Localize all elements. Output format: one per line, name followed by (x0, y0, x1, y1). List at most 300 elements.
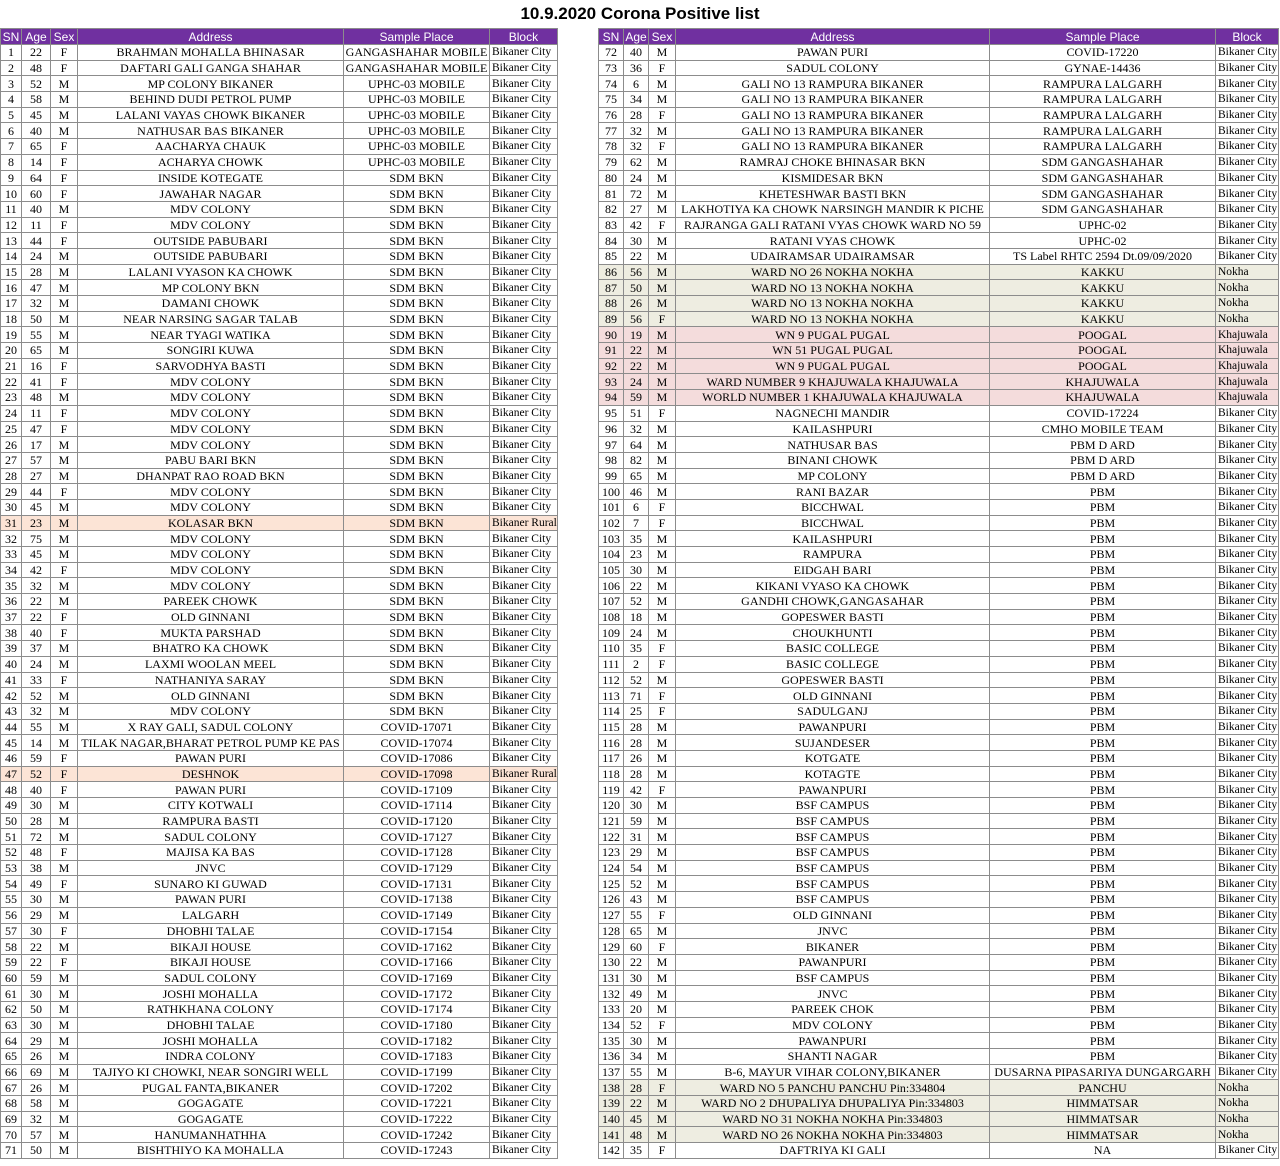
cell-age: 65 (22, 139, 51, 155)
cell-sample-place: COVID-17127 (344, 829, 490, 845)
cell-address: OLD GINNANI (78, 688, 344, 704)
cell-sn: 42 (1, 688, 22, 704)
cell-age: 27 (22, 468, 51, 484)
cell-sn: 69 (1, 1111, 22, 1127)
cell-address: KIKANI VYASO KA CHOWK (676, 578, 990, 594)
cell-block: Bikaner City (490, 123, 558, 139)
cell-sn: 16 (1, 280, 22, 296)
cell-address: PAWAN PURI (78, 750, 344, 766)
cell-sample-place: SDM BKN (344, 688, 490, 704)
cell-sex: F (51, 45, 78, 61)
cell-address: GALI NO 13 RAMPURA BIKANER (676, 76, 990, 92)
cell-age: 49 (22, 876, 51, 892)
cell-sex: M (51, 1080, 78, 1096)
cell-sex: F (649, 405, 676, 421)
cell-sn: 23 (1, 390, 22, 406)
header-sn: SN (599, 29, 624, 45)
cell-block: Bikaner City (490, 845, 558, 861)
cell-block: Bikaner City (490, 107, 558, 123)
cell-age: 30 (624, 562, 649, 578)
header-sample-place: Sample Place (344, 29, 490, 45)
cell-address: MDV COLONY (78, 703, 344, 719)
cell-sex: M (649, 750, 676, 766)
table-row (599, 562, 1279, 578)
cell-address: BIKAJI HOUSE (78, 954, 344, 970)
cell-sex: M (649, 1111, 676, 1127)
table-row (1, 186, 558, 202)
cell-sample-place: SDM BKN (344, 468, 490, 484)
cell-age: 26 (22, 1080, 51, 1096)
cell-sex: F (649, 311, 676, 327)
cell-age: 40 (22, 625, 51, 641)
cell-address: WARD NO 5 PANCHU PANCHU Pin:334804 (676, 1080, 990, 1096)
cell-sample-place: PBM (990, 1049, 1216, 1065)
cell-age: 64 (624, 437, 649, 453)
cell-block: Bikaner City (1216, 609, 1279, 625)
table-row (599, 1143, 1279, 1159)
cell-address: GOGAGATE (78, 1111, 344, 1127)
cell-block: Bikaner City (1216, 233, 1279, 249)
cell-age: 43 (624, 892, 649, 908)
table-row (599, 107, 1279, 123)
table-row (599, 405, 1279, 421)
table-row (1, 1111, 558, 1127)
table-row (599, 829, 1279, 845)
cell-block: Bikaner City (1216, 892, 1279, 908)
cell-address: WARD NO 31 NOKHA NOKHA Pin:334803 (676, 1111, 990, 1127)
table-row (1, 296, 558, 312)
cell-sample-place: PBM (990, 1017, 1216, 1033)
cell-sample-place: UPHC-03 MOBILE (344, 92, 490, 108)
cell-age: 55 (624, 907, 649, 923)
cell-age: 30 (624, 1033, 649, 1049)
cell-sex: M (649, 829, 676, 845)
cell-block: Bikaner City (1216, 766, 1279, 782)
cell-age: 46 (624, 484, 649, 500)
cell-sample-place: COVID-17109 (344, 782, 490, 798)
cell-address: GALI NO 13 RAMPURA BIKANER (676, 123, 990, 139)
cell-block: Bikaner City (1216, 798, 1279, 814)
cell-age: 45 (22, 499, 51, 515)
header-sn: SN (1, 29, 22, 45)
cell-address: JOSHI MOHALLA (78, 986, 344, 1002)
cell-sex: M (649, 845, 676, 861)
cell-address: BISHTHIYO KA MOHALLA (78, 1143, 344, 1159)
cell-sex: F (51, 374, 78, 390)
cell-block: Bikaner City (1216, 641, 1279, 657)
cell-sex: F (51, 923, 78, 939)
cell-sample-place: RAMPURA LALGARH (990, 107, 1216, 123)
cell-sex: M (649, 92, 676, 108)
cell-sex: M (649, 186, 676, 202)
cell-block: Nokha (1216, 264, 1279, 280)
cell-sn: 105 (599, 562, 624, 578)
cell-age: 22 (624, 343, 649, 359)
cell-sn: 81 (599, 186, 624, 202)
cell-block: Bikaner City (490, 578, 558, 594)
cell-sn: 30 (1, 499, 22, 515)
cell-sample-place: COVID-17220 (990, 45, 1216, 61)
cell-sn: 141 (599, 1127, 624, 1143)
cell-sample-place: COVID-17074 (344, 735, 490, 751)
cell-age: 58 (22, 1096, 51, 1112)
cell-address: DHOBHI TALAE (78, 923, 344, 939)
cell-address: MDV COLONY (78, 374, 344, 390)
cell-sample-place: SDM BKN (344, 672, 490, 688)
cell-address: RANI BAZAR (676, 484, 990, 500)
table-row (1, 1049, 558, 1065)
cell-address: RATHKHANA COLONY (78, 1001, 344, 1017)
cell-block: Bikaner City (490, 923, 558, 939)
cell-sample-place: PBM (990, 1001, 1216, 1017)
table-row (1, 248, 558, 264)
cell-age: 41 (22, 374, 51, 390)
table-row (1, 1001, 558, 1017)
cell-sample-place: COVID-17224 (990, 405, 1216, 421)
cell-age: 72 (22, 829, 51, 845)
cell-sn: 87 (599, 280, 624, 296)
table-row (1, 468, 558, 484)
cell-sample-place: KAKKU (990, 280, 1216, 296)
cell-age: 24 (624, 374, 649, 390)
cell-sn: 133 (599, 1001, 624, 1017)
cell-sn: 122 (599, 829, 624, 845)
table-row (1, 1017, 558, 1033)
cell-sample-place: SDM BKN (344, 405, 490, 421)
cell-sample-place: UPHC-03 MOBILE (344, 154, 490, 170)
cell-sn: 70 (1, 1127, 22, 1143)
cell-sex: M (51, 468, 78, 484)
table-row (1, 766, 558, 782)
cell-age: 36 (624, 60, 649, 76)
cell-sn: 14 (1, 248, 22, 264)
cell-age: 27 (624, 201, 649, 217)
table-row (1, 798, 558, 814)
header-block: Block (490, 29, 558, 45)
cell-sn: 79 (599, 154, 624, 170)
cell-age: 42 (22, 562, 51, 578)
cell-sn: 39 (1, 641, 22, 657)
cell-sn: 66 (1, 1064, 22, 1080)
cell-age: 22 (624, 954, 649, 970)
cell-sex: F (51, 358, 78, 374)
cell-address: CHOUKHUNTI (676, 625, 990, 641)
cell-sex: M (51, 248, 78, 264)
cell-sample-place: PBM (990, 907, 1216, 923)
cell-sample-place: GANGASHAHAR MOBILE (344, 60, 490, 76)
cell-sex: M (51, 641, 78, 657)
cell-block: Bikaner City (490, 907, 558, 923)
cell-sample-place: CMHO MOBILE TEAM (990, 421, 1216, 437)
cell-sn: 40 (1, 656, 22, 672)
cell-sex: F (649, 782, 676, 798)
cell-address: LAXMI WOOLAN MEEL (78, 656, 344, 672)
cell-block: Bikaner City (1216, 1049, 1279, 1065)
cell-age: 22 (22, 609, 51, 625)
cell-age: 56 (624, 264, 649, 280)
cell-block: Bikaner City (490, 437, 558, 453)
table-row (599, 311, 1279, 327)
table-row (599, 735, 1279, 751)
cell-sex: M (649, 264, 676, 280)
cell-sn: 10 (1, 186, 22, 202)
cell-sn: 126 (599, 892, 624, 908)
table-row (1, 499, 558, 515)
cell-age: 59 (22, 970, 51, 986)
cell-block: Bikaner City (490, 358, 558, 374)
cell-sex: M (649, 123, 676, 139)
table-row (599, 813, 1279, 829)
cell-address: LALANI VYASON KA CHOWK (78, 264, 344, 280)
cell-sn: 115 (599, 719, 624, 735)
cell-sn: 7 (1, 139, 22, 155)
cell-sn: 94 (599, 390, 624, 406)
cell-age: 48 (22, 390, 51, 406)
table-row (1, 923, 558, 939)
cell-address: CITY KOTWALI (78, 798, 344, 814)
cell-sn: 118 (599, 766, 624, 782)
table-row (599, 594, 1279, 610)
cell-address: KOTGATE (676, 750, 990, 766)
cell-sex: M (649, 735, 676, 751)
cell-age: 34 (624, 1049, 649, 1065)
table-row (599, 1064, 1279, 1080)
table-row (599, 1017, 1279, 1033)
cell-address: INDRA COLONY (78, 1049, 344, 1065)
table-row (599, 719, 1279, 735)
cell-age: 7 (624, 515, 649, 531)
cell-age: 42 (624, 782, 649, 798)
cell-sample-place: SDM BKN (344, 233, 490, 249)
cell-sample-place: SDM BKN (344, 594, 490, 610)
cell-sn: 28 (1, 468, 22, 484)
cell-address: WARD NO 26 NOKHA NOKHA Pin:334803 (676, 1127, 990, 1143)
cell-age: 29 (22, 907, 51, 923)
table-row (1, 437, 558, 453)
table-row (599, 343, 1279, 359)
cell-sample-place: PBM D ARD (990, 452, 1216, 468)
table-row (599, 45, 1279, 61)
table-row (1, 139, 558, 155)
cell-address: KAILASHPURI (676, 531, 990, 547)
cell-sample-place: SDM BKN (344, 578, 490, 594)
cell-sample-place: SDM BKN (344, 437, 490, 453)
table-row (1, 594, 558, 610)
cell-address: BSF CAMPUS (676, 798, 990, 814)
cell-block: Bikaner City (490, 954, 558, 970)
cell-sex: M (649, 280, 676, 296)
cell-sex: M (51, 986, 78, 1002)
cell-sex: F (51, 154, 78, 170)
cell-address: BASIC COLLEGE (676, 656, 990, 672)
cell-sex: M (649, 154, 676, 170)
cell-sex: F (51, 170, 78, 186)
cell-age: 52 (22, 766, 51, 782)
cell-sn: 20 (1, 343, 22, 359)
cell-sex: F (51, 609, 78, 625)
cell-block: Bikaner City (1216, 170, 1279, 186)
cell-block: Bikaner City (1216, 515, 1279, 531)
cell-block: Bikaner City (490, 735, 558, 751)
table-row (1, 688, 558, 704)
cell-age: 52 (624, 1017, 649, 1033)
cell-address: SADUL COLONY (78, 829, 344, 845)
cell-age: 40 (22, 123, 51, 139)
cell-sn: 114 (599, 703, 624, 719)
cell-block: Bikaner City (1216, 139, 1279, 155)
cell-block: Bikaner City (1216, 970, 1279, 986)
cell-sex: M (51, 92, 78, 108)
cell-sex: M (51, 970, 78, 986)
cell-block: Bikaner City (490, 327, 558, 343)
cell-sex: M (649, 390, 676, 406)
cell-age: 6 (624, 76, 649, 92)
cell-sn: 27 (1, 452, 22, 468)
cell-sn: 2 (1, 60, 22, 76)
cell-age: 50 (22, 1143, 51, 1159)
cell-sn: 68 (1, 1096, 22, 1112)
cell-sn: 130 (599, 954, 624, 970)
cell-sex: M (51, 798, 78, 814)
cell-address: BSF CAMPUS (676, 813, 990, 829)
cell-sn: 12 (1, 217, 22, 233)
cell-sex: M (51, 123, 78, 139)
cell-sex: M (649, 327, 676, 343)
cell-age: 26 (624, 750, 649, 766)
table-row (599, 782, 1279, 798)
cell-sample-place: PBM D ARD (990, 468, 1216, 484)
cell-sn: 131 (599, 970, 624, 986)
cell-address: KOLASAR BKN (78, 515, 344, 531)
cell-sex: F (51, 845, 78, 861)
cell-age: 69 (22, 1064, 51, 1080)
cell-sex: F (51, 782, 78, 798)
cell-sample-place: COVID-17149 (344, 907, 490, 923)
cell-sample-place: SDM BKN (344, 656, 490, 672)
cell-block: Bikaner City (490, 594, 558, 610)
cell-sample-place: UPHC-03 MOBILE (344, 139, 490, 155)
cell-address: GALI NO 13 RAMPURA BIKANER (676, 139, 990, 155)
cell-age: 30 (624, 798, 649, 814)
cell-sn: 135 (599, 1033, 624, 1049)
table-row (1, 547, 558, 563)
cell-address: MDV COLONY (78, 547, 344, 563)
table-row (599, 798, 1279, 814)
cell-block: Bikaner City (490, 484, 558, 500)
table-row (599, 609, 1279, 625)
cell-sex: M (649, 672, 676, 688)
cell-sex: M (51, 703, 78, 719)
cell-address: WARD NO 2 DHUPALIYA DHUPALIYA Pin:334803 (676, 1096, 990, 1112)
cell-sn: 22 (1, 374, 22, 390)
cell-sample-place: PBM (990, 986, 1216, 1002)
cell-address: MDV COLONY (78, 390, 344, 406)
cell-address: BSF CAMPUS (676, 970, 990, 986)
cell-age: 14 (22, 735, 51, 751)
cell-sex: M (649, 562, 676, 578)
cell-block: Bikaner City (490, 45, 558, 61)
cell-sn: 96 (599, 421, 624, 437)
cell-age: 22 (624, 578, 649, 594)
table-row (599, 484, 1279, 500)
table-row (1, 907, 558, 923)
cell-sample-place: SDM BKN (344, 343, 490, 359)
cell-age: 22 (22, 954, 51, 970)
table-row (1, 1096, 558, 1112)
header-address: Address (676, 29, 990, 45)
cell-sex: F (51, 421, 78, 437)
cell-age: 40 (22, 201, 51, 217)
table-row (599, 656, 1279, 672)
cell-address: RAMPURA (676, 547, 990, 563)
cell-sex: F (51, 625, 78, 641)
cell-sex: F (51, 672, 78, 688)
cell-address: SONGIRI KUWA (78, 343, 344, 359)
cell-sample-place: GANGASHAHAR MOBILE (344, 45, 490, 61)
cell-address: GOGAGATE (78, 1096, 344, 1112)
cell-sex: F (649, 217, 676, 233)
cell-sample-place: SDM BKN (344, 296, 490, 312)
table-row (599, 1111, 1279, 1127)
cell-age: 11 (22, 405, 51, 421)
cell-block: Bikaner City (1216, 907, 1279, 923)
cell-sex: M (649, 1127, 676, 1143)
cell-sn: 72 (599, 45, 624, 61)
cell-block: Bikaner City (1216, 437, 1279, 453)
cell-sample-place: PBM D ARD (990, 437, 1216, 453)
cell-block: Bikaner City (1216, 923, 1279, 939)
cell-sn: 97 (599, 437, 624, 453)
cell-sex: M (51, 1111, 78, 1127)
cell-sex: M (649, 609, 676, 625)
cell-sample-place: PBM (990, 547, 1216, 563)
cell-sample-place: PBM (990, 484, 1216, 500)
cell-sample-place: COVID-17182 (344, 1033, 490, 1049)
cell-block: Bikaner City (490, 311, 558, 327)
cell-sample-place: COVID-17138 (344, 892, 490, 908)
cell-address: BSF CAMPUS (676, 845, 990, 861)
cell-block: Bikaner City (490, 1080, 558, 1096)
cell-sn: 26 (1, 437, 22, 453)
cell-address: OLD GINNANI (676, 688, 990, 704)
cell-address: PAREEK CHOK (676, 1001, 990, 1017)
cell-block: Bikaner City (1216, 1033, 1279, 1049)
table-row (599, 954, 1279, 970)
cell-address: BICCHWAL (676, 499, 990, 515)
cell-block: Bikaner City (490, 939, 558, 955)
table-row (599, 280, 1279, 296)
table-row (599, 892, 1279, 908)
cell-sex: M (649, 1049, 676, 1065)
cell-block: Bikaner City (1216, 60, 1279, 76)
table-row (599, 186, 1279, 202)
cell-sn: 137 (599, 1064, 624, 1080)
cell-sn: 29 (1, 484, 22, 500)
cell-block: Bikaner City (490, 1064, 558, 1080)
cell-sample-place: SDM GANGASHAHAR (990, 186, 1216, 202)
cell-age: 28 (624, 719, 649, 735)
cell-sample-place: PBM (990, 939, 1216, 955)
cell-sex: M (51, 531, 78, 547)
cell-sex: M (51, 1143, 78, 1159)
table-row (1, 719, 558, 735)
cell-age: 44 (22, 484, 51, 500)
table-row (1, 343, 558, 359)
cell-sex: F (649, 107, 676, 123)
table-row (599, 468, 1279, 484)
cell-address: SADUL COLONY (676, 60, 990, 76)
page-title: 10.9.2020 Corona Positive list (520, 4, 760, 23)
